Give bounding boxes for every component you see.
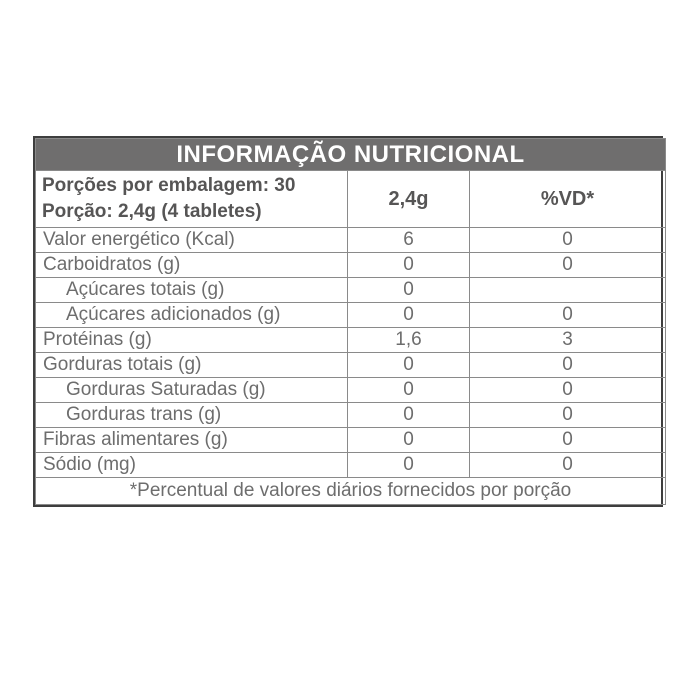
nutrient-amount: 0 xyxy=(348,303,470,328)
nutrient-amount: 0 xyxy=(348,403,470,428)
table-row xyxy=(36,328,666,353)
table-title: INFORMAÇÃO NUTRICIONAL xyxy=(36,139,666,171)
nutrient-dv: 0 xyxy=(470,403,666,428)
nutrient-amount: 0 xyxy=(348,353,470,378)
nutrient-amount: 0 xyxy=(348,253,470,278)
table-row xyxy=(36,278,666,303)
nutrient-label: Fibras alimentares (g) xyxy=(36,428,348,453)
table-row xyxy=(36,378,666,403)
amount-column-header: 2,4g xyxy=(348,171,470,228)
footnote-text: *Percentual de valores diários fornecidos por porção xyxy=(36,478,666,505)
serving-header-row xyxy=(36,171,666,228)
table-row xyxy=(36,403,666,428)
nutrient-dv xyxy=(470,278,666,303)
nutrient-label: Açúcares totais (g) xyxy=(36,278,348,303)
nutrient-dv: 0 xyxy=(470,228,666,253)
dv-column-header: %VD* xyxy=(470,171,666,228)
table-row xyxy=(36,253,666,278)
footnote-row xyxy=(36,478,666,505)
nutrient-amount: 0 xyxy=(348,378,470,403)
nutrient-label: Gorduras totais (g) xyxy=(36,353,348,378)
table-row xyxy=(36,428,666,453)
nutrient-amount: 0 xyxy=(348,428,470,453)
nutrient-dv: 0 xyxy=(470,303,666,328)
nutrient-dv: 0 xyxy=(470,253,666,278)
nutrient-amount: 0 xyxy=(348,278,470,303)
table-row xyxy=(36,453,666,478)
nutrient-label: Protéinas (g) xyxy=(36,328,348,353)
nutrient-label: Gorduras trans (g) xyxy=(36,403,348,428)
nutrient-dv: 3 xyxy=(470,328,666,353)
nutrient-amount: 1,6 xyxy=(348,328,470,353)
nutrient-label: Valor energético (Kcal) xyxy=(36,228,348,253)
nutrient-label: Açúcares adicionados (g) xyxy=(36,303,348,328)
table-row xyxy=(36,303,666,328)
title-row xyxy=(36,139,666,171)
nutrition-facts-label xyxy=(33,136,663,507)
nutrient-amount: 6 xyxy=(348,228,470,253)
nutrient-label: Gorduras Saturadas (g) xyxy=(36,378,348,403)
servings-per-package: Porções por embalagem: 30 xyxy=(42,175,296,196)
nutrient-dv: 0 xyxy=(470,428,666,453)
table-row xyxy=(36,353,666,378)
nutrient-label: Sódio (mg) xyxy=(36,453,348,478)
nutrient-label: Carboidratos (g) xyxy=(36,253,348,278)
nutrient-amount: 0 xyxy=(348,453,470,478)
table-row xyxy=(36,228,666,253)
nutrient-dv: 0 xyxy=(470,353,666,378)
serving-size: Porção: 2,4g (4 tabletes) xyxy=(42,201,262,222)
nutrient-dv: 0 xyxy=(470,453,666,478)
nutrient-dv: 0 xyxy=(470,378,666,403)
serving-info-cell xyxy=(36,171,348,228)
nutrition-table xyxy=(35,138,666,505)
